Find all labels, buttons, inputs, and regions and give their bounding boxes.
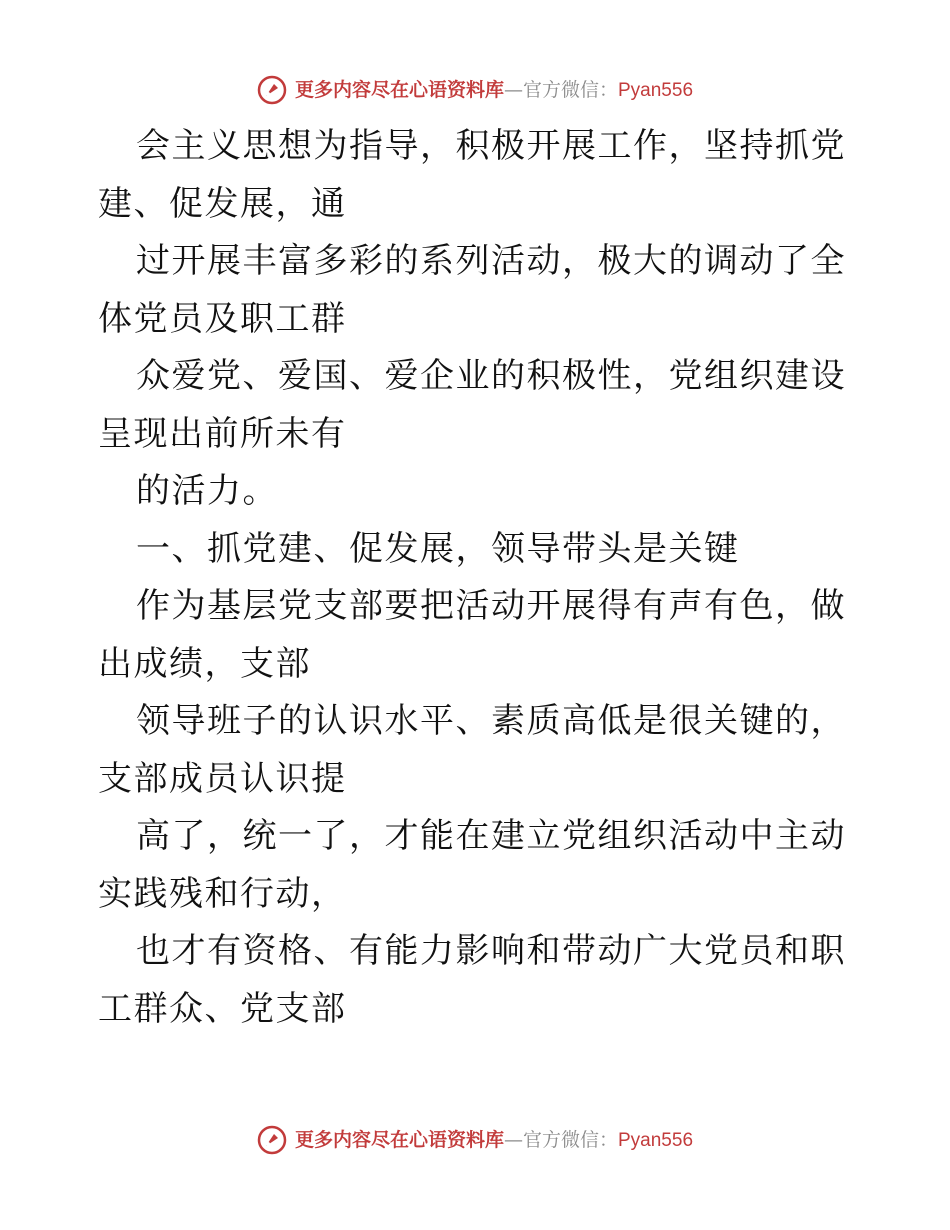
paragraph: 众爱党、爱国、爱企业的积极性，党组织建设呈现出前所未有 [98,356,846,454]
pen-nib-circle-icon [257,75,287,105]
document-body [98,118,868,1038]
paragraph: 领导班子的认识水平、素质高低是很关键的，支部成员认识提 [98,701,846,799]
paragraph: 会主义思想为指导，积极开展工作，坚持抓党建、促发展，通 [98,126,846,224]
pen-nib-circle-icon [257,1125,287,1155]
footer-watermark [0,1122,950,1158]
paragraph: 过开展丰富多彩的系列活动，极大的调动了全体党员及职工群 [98,241,846,339]
watermark-wechat-id: Pyan556 [618,79,694,101]
paragraph: 的活力。 [136,471,278,511]
paragraph: 作为基层党支部要把活动开展得有声有色，做出成绩，支部 [98,586,846,684]
watermark-secondary-text: 官方微信： [522,78,618,101]
section-heading: 一、抓党建、促发展，领导带头是关键 [136,528,740,569]
watermark-main-text: 更多内容尽在心语资料库 [294,78,504,101]
watermark-secondary-text: 官方微信： [522,1128,618,1151]
watermark-main-text: 更多内容尽在心语资料库 [294,1128,504,1151]
watermark-wechat-id: Pyan556 [618,1129,694,1151]
watermark-separator: — [503,1128,523,1151]
watermark-separator: — [503,78,523,101]
paragraph: 也才有资格、有能力影响和带动广大党员和职工群众、党支部 [98,931,846,1029]
paragraph: 高了，统一了，才能在建立党组织活动中主动实践残和行动， [98,816,846,914]
header-watermark [0,72,950,108]
